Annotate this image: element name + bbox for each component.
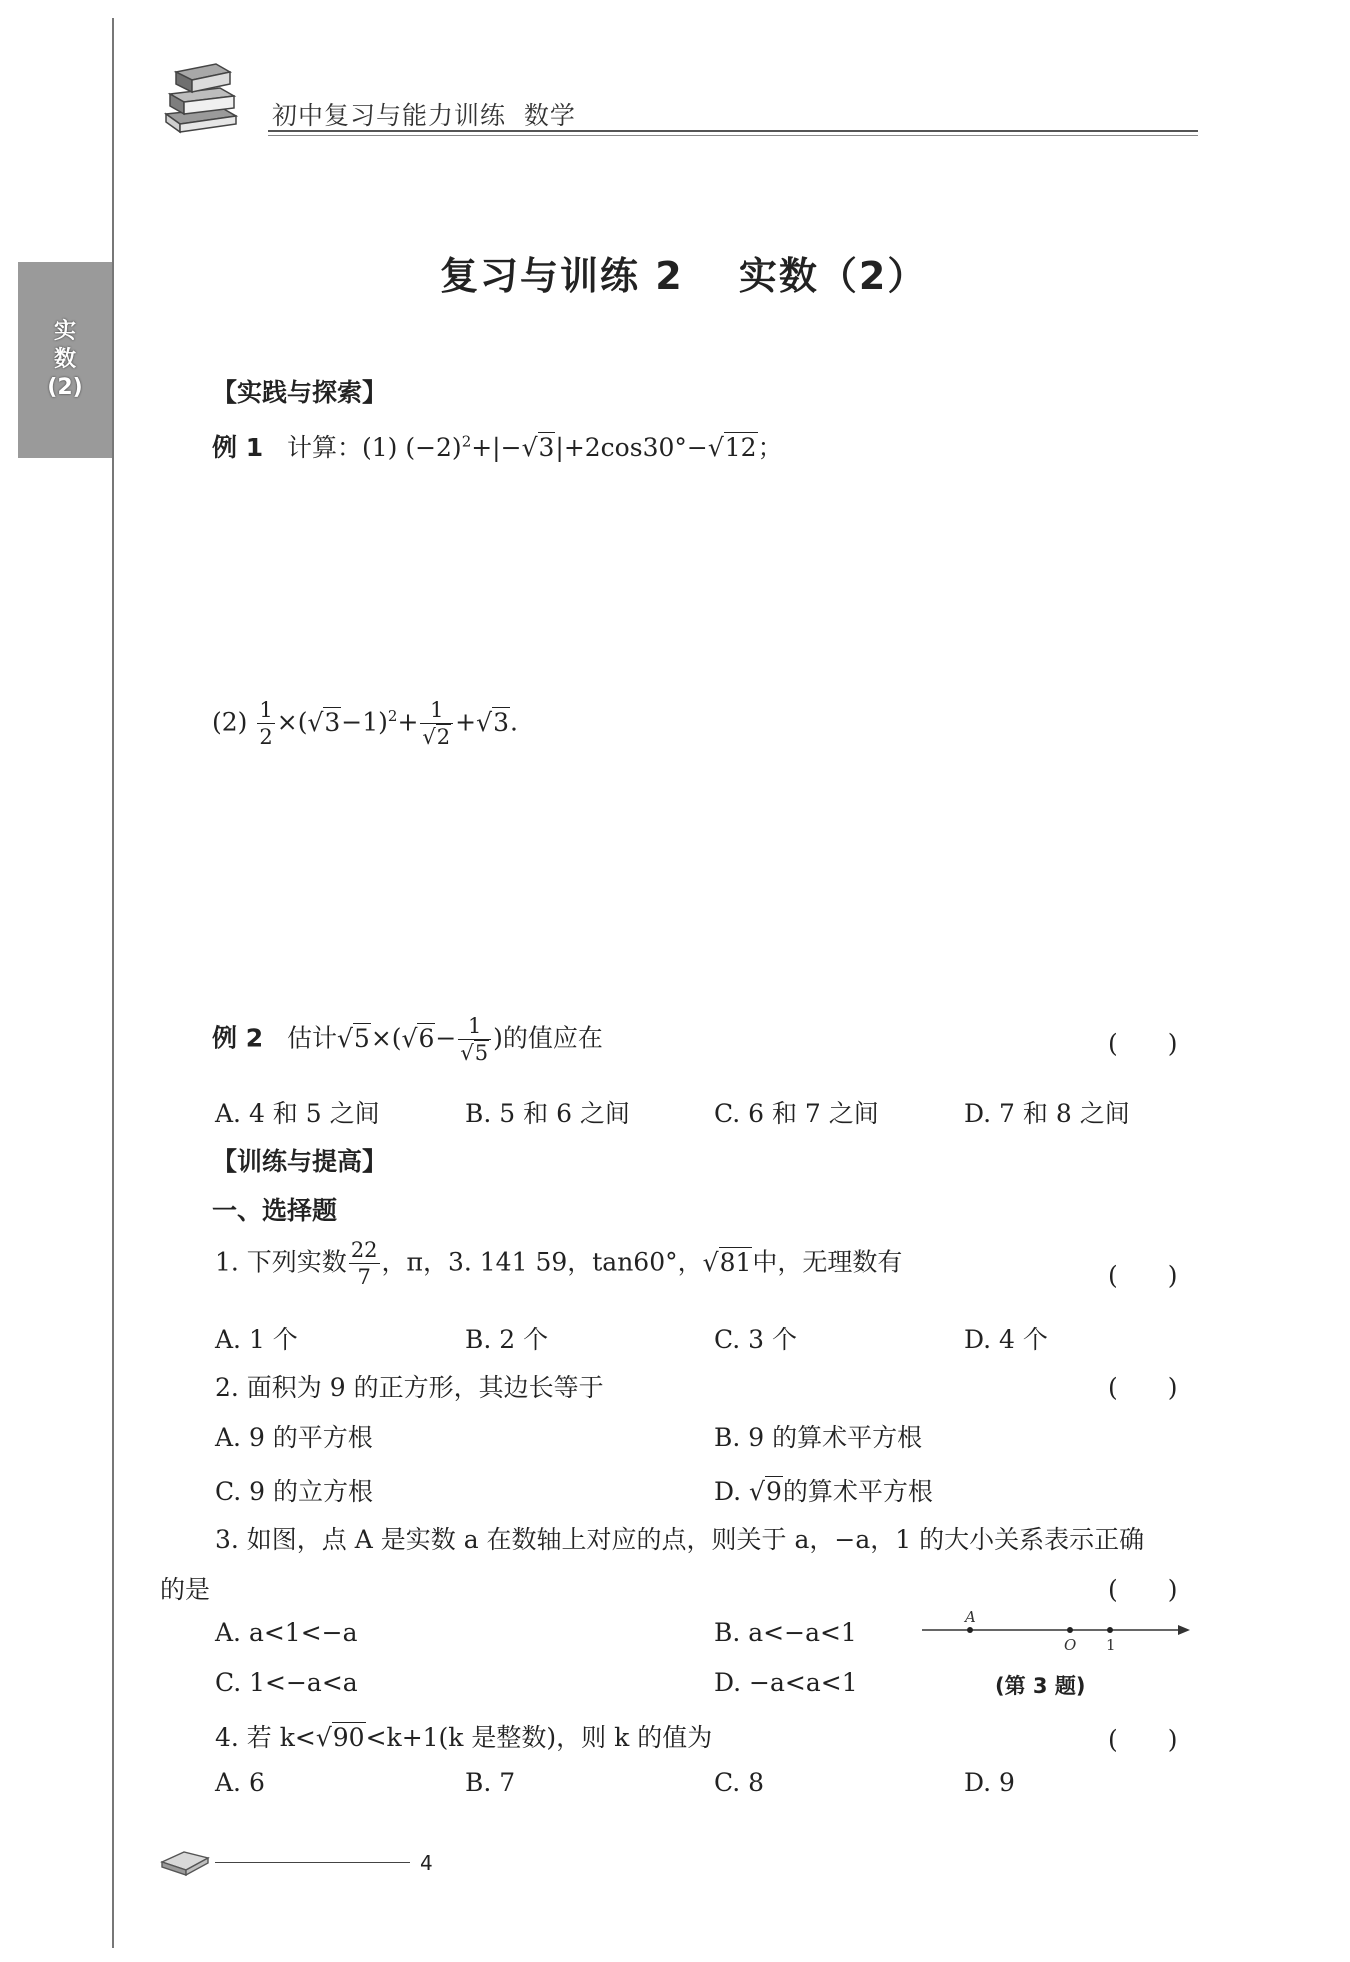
question-3-line-1: 3. 如图，点 A 是实数 a 在数轴上对应的点，则关于 a，−a，1 的大小关系表示正确 [215, 1525, 1145, 1554]
q1-text: 1. 下列实数 [215, 1247, 347, 1277]
q4-text: 4. 若 k< [215, 1723, 316, 1752]
sqrt-12: √12 [707, 433, 757, 462]
ex1-text: +|− [471, 433, 522, 462]
ex1-text: ； [757, 433, 783, 462]
q4-option-d: D. 9 [964, 1768, 1015, 1797]
q4-text: <k+1(k 是整数)，则 k 的值为 [365, 1723, 713, 1752]
q3-option-c: C. 1<−a<a [215, 1668, 358, 1697]
label-a: A [965, 1608, 976, 1626]
q1-text: ，π，3. 141 59，tan60°， [381, 1247, 703, 1277]
ex2-option-d: D. 7 和 8 之间 [964, 1099, 1130, 1128]
q3-option-b: B. a<−a<1 [714, 1618, 857, 1647]
q2-option-c: C. 9 的立方根 [215, 1477, 373, 1506]
side-tab [18, 262, 112, 458]
q2-option-b: B. 9 的算术平方根 [714, 1423, 923, 1452]
ex2-option-c: C. 6 和 7 之间 [714, 1099, 879, 1128]
q2-option-d [714, 1472, 933, 1508]
answer-parentheses: ( ) [1108, 1725, 1178, 1754]
answer-parentheses: ( ) [1108, 1373, 1178, 1402]
ex2-option-b: B. 5 和 6 之间 [465, 1099, 630, 1128]
ex2-text: )的值应在 [493, 1023, 603, 1053]
footer-book-icon [158, 1840, 214, 1878]
question-2-stem: 2. 面积为 9 的正方形，其边长等于 [215, 1373, 604, 1402]
example-1-label: 例 1 [212, 433, 264, 462]
ex1-part2-label: (2) [212, 707, 248, 737]
ex2-text: − [435, 1023, 457, 1053]
example-2-stem [212, 1016, 603, 1064]
running-header [272, 96, 576, 132]
q1-option-c: C. 3 个 [714, 1325, 797, 1354]
footer-rule [215, 1862, 410, 1863]
ex1-text: −1) [341, 707, 388, 737]
side-tab-char-2: 数 [53, 347, 76, 372]
ex2-text: ×( [370, 1023, 402, 1053]
question-1-stem [215, 1240, 902, 1288]
example-1-part-1 [212, 428, 783, 464]
header-book-title: 初中复习与能力训练 [272, 101, 507, 130]
answer-parentheses: ( ) [1108, 1575, 1178, 1604]
point-a [967, 1627, 973, 1633]
ex1-text: + [397, 707, 419, 737]
q4-option-c: C. 8 [714, 1768, 765, 1797]
q4-option-b: B. 7 [465, 1768, 516, 1797]
side-tab-char-1: 实 [53, 319, 76, 344]
sqrt-3: √3 [476, 707, 509, 737]
page-number: 4 [420, 1851, 433, 1875]
question-4-stem [215, 1718, 712, 1754]
header-rule-thin [268, 135, 1198, 136]
sqrt-6: √6 [401, 1023, 435, 1053]
books-logo-icon [158, 58, 242, 138]
ex1-exponent: 2 [387, 707, 398, 726]
answer-parentheses: ( ) [1108, 1029, 1178, 1058]
sqrt-3: √3 [307, 707, 341, 737]
ex1-text: ×( [276, 707, 308, 737]
sqrt-5: √5 [336, 1023, 370, 1053]
sqrt-3: √3 [521, 433, 555, 462]
q3-option-d: D. −a<a<1 [714, 1668, 858, 1697]
example-2-label: 例 2 [212, 1023, 264, 1053]
header-rule [268, 130, 1198, 132]
q3-option-a: A. a<1<−a [215, 1618, 358, 1647]
q1-option-a: A. 1 个 [215, 1325, 298, 1354]
header-subject: 数学 [523, 101, 576, 130]
q1-option-d: D. 4 个 [964, 1325, 1048, 1354]
fraction-22-over-7: $\frac{22}{7}$ [350, 1238, 378, 1289]
ex1-text: . [509, 707, 518, 737]
label-one: 1 [1106, 1636, 1116, 1650]
q2-option-d-prefix: D. [714, 1477, 750, 1506]
q1-option-b: B. 2 个 [465, 1325, 549, 1354]
fraction-one-over-root2: $\frac{1}{√2}$ [420, 700, 453, 748]
number-line-figure [918, 1606, 1194, 1650]
side-tab-char-3: (2) [47, 375, 83, 400]
q1-text: 中，无理数有 [752, 1247, 903, 1277]
question-3-line-2: 的是 [160, 1575, 211, 1604]
point-origin [1067, 1627, 1073, 1633]
point-one [1107, 1627, 1113, 1633]
sqrt-9: √9 [749, 1477, 782, 1506]
q2-option-a: A. 9 的平方根 [215, 1423, 373, 1452]
ex1-exponent: 2 [461, 432, 472, 451]
section-heading-practice: 【实践与探索】 [212, 378, 388, 407]
answer-parentheses: ( ) [1108, 1261, 1178, 1290]
page-title: 复习与训练 2 实数（2） [440, 254, 928, 298]
ex2-option-a: A. 4 和 5 之间 [215, 1099, 380, 1128]
sqrt-81: √81 [702, 1247, 752, 1277]
sqrt-90: √90 [315, 1723, 365, 1752]
arrow-icon [1178, 1625, 1190, 1635]
fraction-one-half: $\frac{1}{2}$ [259, 698, 273, 749]
figure-caption: (第 3 题) [995, 1674, 1086, 1698]
subsection-heading-choice: 一、选择题 [212, 1196, 338, 1225]
fraction-one-over-root5: $\frac{1}{√5}$ [458, 1016, 491, 1064]
ex1-text: + [455, 707, 477, 737]
q2-option-d-suffix: 的算术平方根 [782, 1477, 933, 1506]
q4-option-a: A. 6 [215, 1768, 265, 1797]
spine-line [112, 18, 114, 1948]
ex1-text: 计算：(1) (−2) [286, 433, 462, 462]
ex1-text: |+2cos30°− [555, 433, 708, 462]
label-o: O [1064, 1636, 1077, 1650]
example-1-part-2 [212, 700, 518, 748]
ex2-text: 估计 [286, 1023, 337, 1053]
section-heading-training: 【训练与提高】 [212, 1147, 388, 1176]
